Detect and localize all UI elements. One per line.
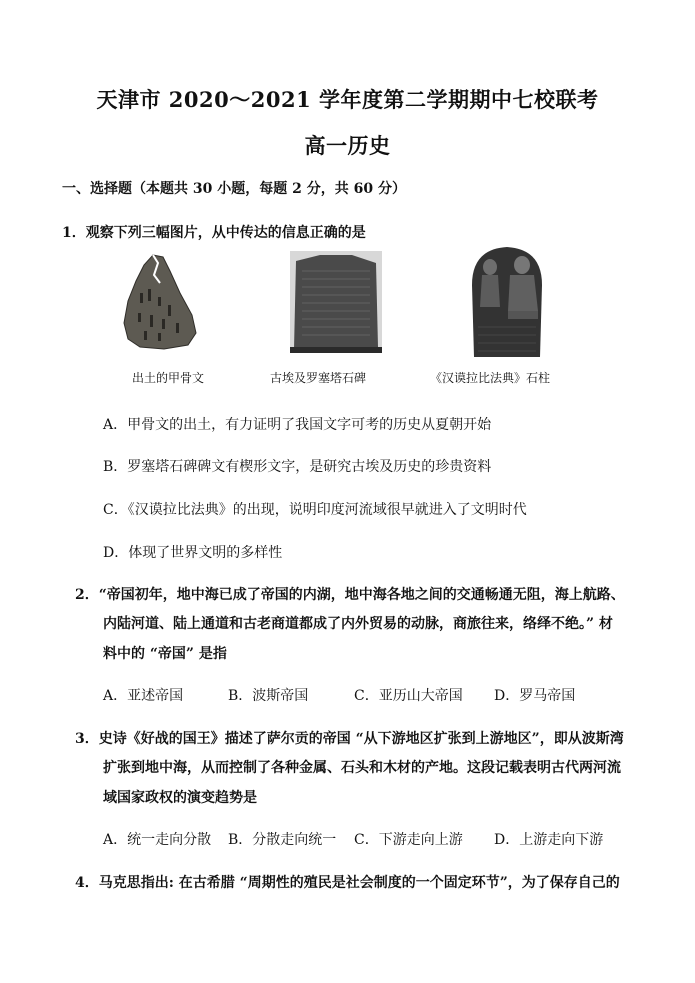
figure-caption-hammurabi-stele: 《汉谟拉比法典》石柱 bbox=[430, 371, 551, 385]
question-2-option-a: A．亚述帝国 bbox=[103, 688, 184, 704]
question-3-option-d: D．上游走向下游 bbox=[494, 832, 604, 848]
section-heading: 一、选择题（本题共 30 小题，每题 2 分，共 60 分） bbox=[62, 181, 406, 197]
figure-caption-oracle-bone: 出土的甲骨文 bbox=[132, 371, 205, 385]
oracle-bone-image bbox=[118, 253, 198, 351]
question-2-stem-line-1: 2．“帝国初年，地中海已成了帝国的内湖，地中海各地之间的交通畅通无阻，海上航路、 bbox=[75, 587, 625, 603]
question-2-option-b: B．波斯帝国 bbox=[228, 688, 309, 704]
question-2-stem-line-3: 料中的 “帝国” 是指 bbox=[103, 646, 227, 662]
question-3-option-b: B．分散走向统一 bbox=[228, 832, 337, 848]
question-2-option-c: C．亚历山大帝国 bbox=[354, 688, 463, 704]
question-2-stem-line-2: 内陆河道、陆上通道和古老商道都成了内外贸易的动脉，商旅往来，络绎不绝。” 材 bbox=[103, 616, 613, 632]
question-2-option-d: D．罗马帝国 bbox=[494, 688, 576, 704]
question-4-stem-line-1: 4．马克思指出: 在古希腊 “周期性的殖民是社会制度的一个固定环节”，为了保存自己的 bbox=[75, 875, 620, 891]
figure-caption-rosetta-stone: 古埃及罗塞塔石碑 bbox=[270, 371, 367, 385]
question-1-figures bbox=[0, 245, 695, 395]
question-1-option-c: C．《汉谟拉比法典》的出现，说明印度河流域很早就进入了文明时代 bbox=[103, 502, 527, 518]
hammurabi-stele-image bbox=[468, 245, 546, 357]
exam-title: 天津市 2020～2021 学年度第二学期期中七校联考 bbox=[96, 87, 599, 112]
question-1-option-b: B．罗塞塔石碑碑文有楔形文字，是研究古埃及历史的珍贵资料 bbox=[103, 459, 492, 475]
question-1-stem: 1．观察下列三幅图片，从中传达的信息正确的是 bbox=[62, 225, 366, 241]
question-1-option-d: D．体现了世界文明的多样性 bbox=[103, 545, 283, 561]
question-1-option-a: A．甲骨文的出土，有力证明了我国文字可考的历史从夏朝开始 bbox=[103, 417, 492, 433]
question-3-stem-line-3: 域国家政权的演变趋势是 bbox=[103, 790, 257, 806]
rosetta-stone-image bbox=[290, 251, 382, 353]
question-3-option-c: C．下游走向上游 bbox=[354, 832, 463, 848]
question-3-option-a: A．统一走向分散 bbox=[103, 832, 212, 848]
subject-title: 高一历史 bbox=[304, 133, 391, 158]
question-3-stem-line-1: 3．史诗《好战的国王》描述了萨尔贡的帝国 “从下游地区扩张到上游地区”，即从波斯湾 bbox=[75, 731, 624, 747]
question-3-stem-line-2: 扩张到地中海，从而控制了各种金属、石头和木材的产地。这段记载表明古代两河流 bbox=[103, 760, 621, 776]
